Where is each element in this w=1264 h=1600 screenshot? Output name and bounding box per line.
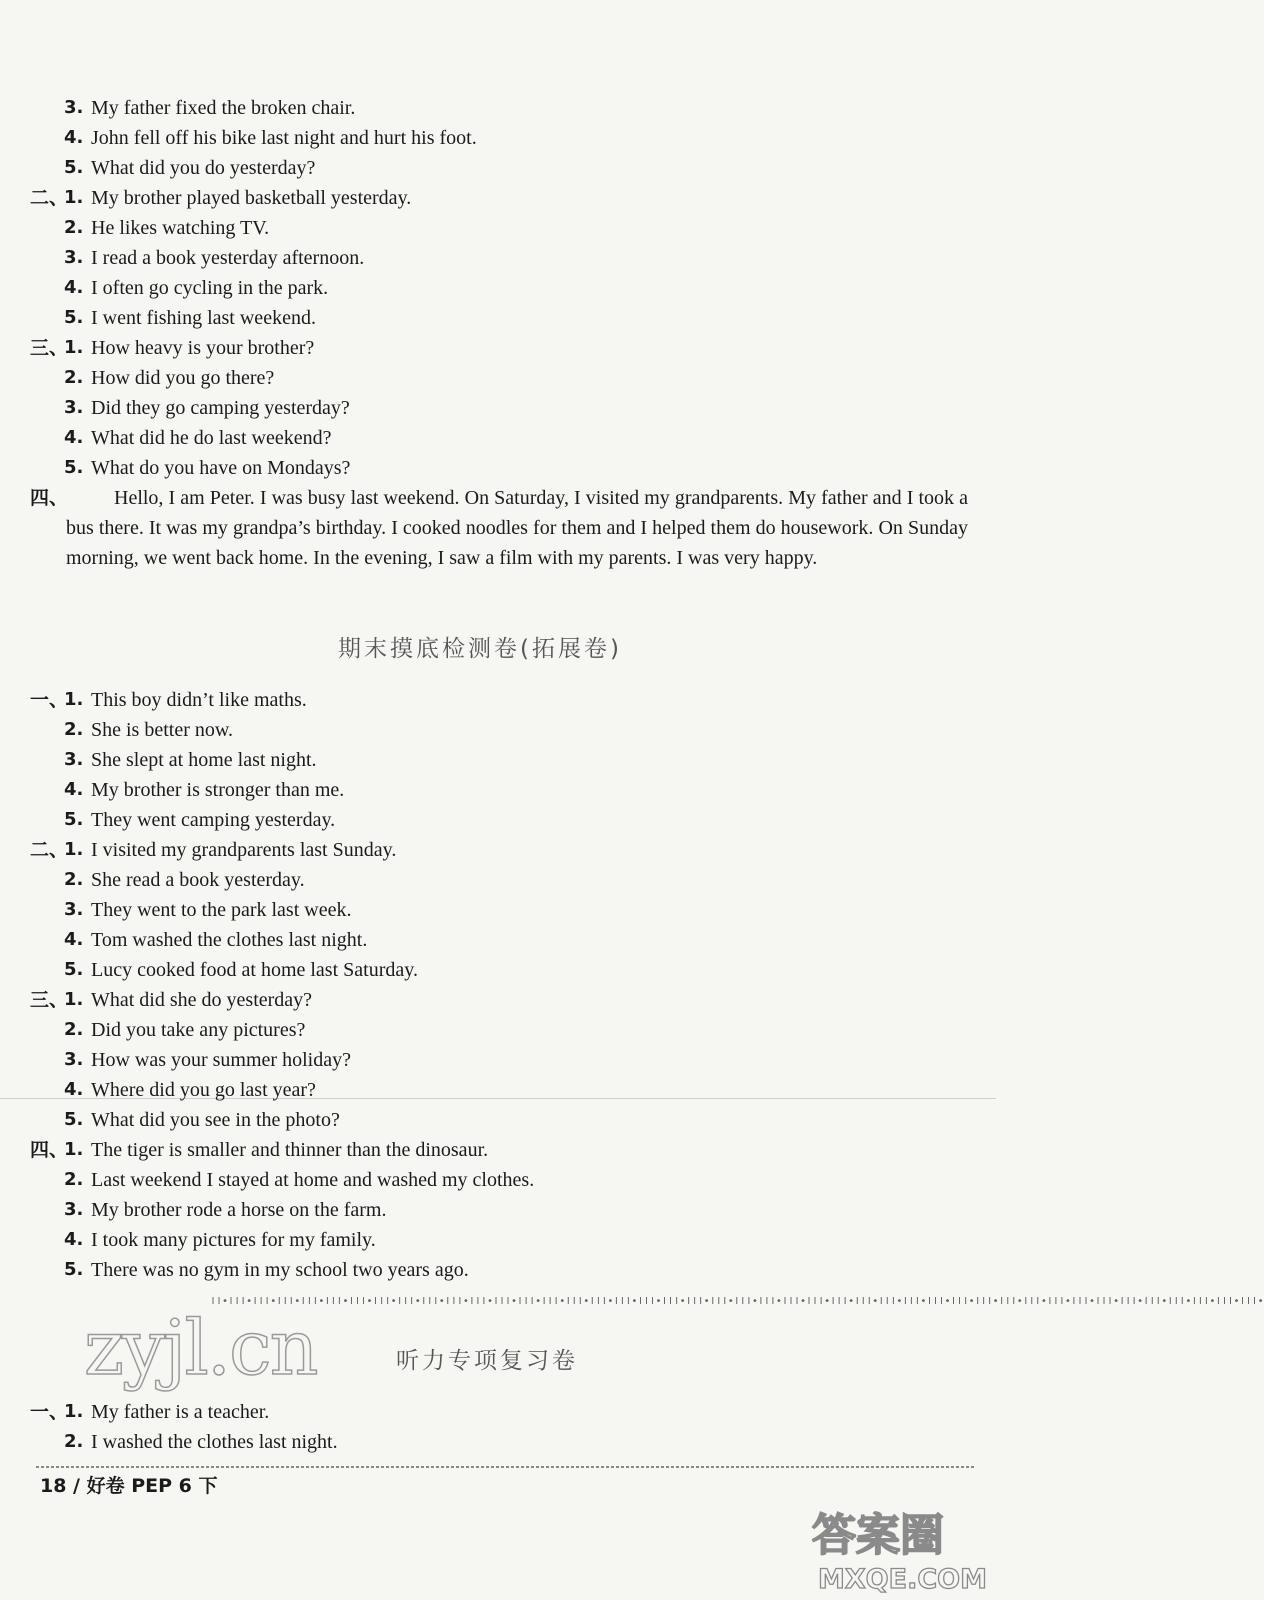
item-number: 2. bbox=[64, 217, 84, 238]
answer-text: My brother rode a horse on the farm. bbox=[91, 1199, 387, 1221]
watermark-logo: zyjl.cn bbox=[84, 1303, 317, 1392]
answer-text: I washed the clothes last night. bbox=[91, 1431, 338, 1453]
answer-text: How was your summer holiday? bbox=[91, 1049, 351, 1071]
item-number: 3. bbox=[64, 1049, 84, 1070]
answer-text: What did he do last weekend? bbox=[91, 427, 332, 449]
item-number: 2. bbox=[64, 1019, 84, 1040]
item-number: 1. bbox=[64, 989, 84, 1010]
item-number: 4. bbox=[64, 427, 84, 448]
answer-text: This boy didn’t like maths. bbox=[91, 689, 307, 711]
section-label: 二、 bbox=[30, 187, 69, 209]
item-number: 3. bbox=[64, 397, 84, 418]
item-number: 1. bbox=[64, 337, 84, 358]
answer-text: He likes watching TV. bbox=[91, 217, 270, 239]
item-number: 4. bbox=[64, 929, 84, 950]
item-number: 4. bbox=[64, 1229, 84, 1250]
item-number: 1. bbox=[64, 1139, 84, 1160]
section-label: 三、 bbox=[30, 989, 69, 1011]
answer-text: Tom washed the clothes last night. bbox=[91, 929, 368, 951]
item-number: 5. bbox=[64, 959, 84, 980]
answer-text: How heavy is your brother? bbox=[91, 337, 315, 359]
decorative-divider: ǀǀ•ǀǀǀ•ǀǀǀ•ǀǀǀ•ǀǀǀ•ǀǀǀ•ǀǀǀ•ǀǀǀ•ǀǀǀ•ǀǀǀ•ǀǀǀ•ǀǀǀ•ǀǀǀ•ǀǀǀ•ǀǀǀ•ǀǀǀ•ǀǀǀ•ǀǀǀ•ǀǀǀ•ǀǀǀ•ǀǀǀ•ǀǀǀ•ǀǀǀ•ǀǀǀ•ǀǀǀ•ǀǀǀ•ǀǀǀ•ǀǀǀ•ǀǀǀ•ǀǀǀ•ǀǀǀ•ǀǀǀ•ǀǀǀ•ǀǀǀ•ǀǀǀ•ǀǀǀ•ǀǀǀ•ǀǀǀ•ǀǀǀ•ǀǀǀ•ǀǀǀ•ǀǀǀ•ǀǀǀ•ǀǀǀ• bbox=[210, 1296, 1264, 1307]
answer-text: What do you have on Mondays? bbox=[91, 457, 351, 479]
section-label: 三、 bbox=[30, 337, 69, 359]
answer-text: My brother is stronger than me. bbox=[91, 779, 345, 801]
item-number: 1. bbox=[64, 187, 84, 208]
answer-text: The tiger is smaller and thinner than the dinosaur. bbox=[91, 1139, 489, 1161]
answer-text: She is better now. bbox=[91, 719, 234, 741]
item-number: 3. bbox=[64, 899, 84, 920]
item-number: 5. bbox=[64, 1109, 84, 1130]
answer-text: Where did you go last year? bbox=[91, 1079, 316, 1101]
section-heading: 期末摸底检测卷(拓展卷) bbox=[338, 636, 622, 662]
answer-text: My father is a teacher. bbox=[91, 1401, 270, 1423]
item-number: 2. bbox=[64, 367, 84, 388]
answer-text: I went fishing last weekend. bbox=[91, 307, 316, 329]
item-number: 3. bbox=[64, 97, 84, 118]
answer-text: How did you go there? bbox=[91, 367, 275, 389]
page-footer: 18 / 好卷 PEP 6 下 bbox=[40, 1475, 218, 1497]
item-number: 3. bbox=[64, 1199, 84, 1220]
item-number: 2. bbox=[64, 869, 84, 890]
answer-text: They went to the park last week. bbox=[91, 899, 352, 921]
section-label: 四、 bbox=[30, 1139, 69, 1161]
item-number: 4. bbox=[64, 277, 84, 298]
answer-text: Last weekend I stayed at home and washed my clothes. bbox=[91, 1169, 535, 1191]
answer-text: John fell off his bike last night and hurt his foot. bbox=[91, 127, 477, 149]
section-label: 一、 bbox=[30, 1401, 69, 1423]
section-label: 二、 bbox=[30, 839, 69, 861]
item-number: 4. bbox=[64, 127, 84, 148]
corner-watermark-main: 答案圈 bbox=[812, 1510, 944, 1561]
answer-text: I visited my grandparents last Sunday. bbox=[91, 839, 397, 861]
item-number: 2. bbox=[64, 1431, 84, 1452]
answer-text: I took many pictures for my family. bbox=[91, 1229, 376, 1251]
footer-rule bbox=[36, 1466, 976, 1468]
item-number: 1. bbox=[64, 1401, 84, 1422]
answer-text: My father fixed the broken chair. bbox=[91, 97, 356, 119]
section-label: 一、 bbox=[30, 689, 69, 711]
section-label: 四、 bbox=[30, 487, 69, 509]
answer-text: What did you see in the photo? bbox=[91, 1109, 340, 1131]
item-number: 4. bbox=[64, 1079, 84, 1100]
item-number: 2. bbox=[64, 1169, 84, 1190]
answer-text: What did you do yesterday? bbox=[91, 157, 316, 179]
answer-text: Lucy cooked food at home last Saturday. bbox=[91, 959, 418, 981]
answer-text: There was no gym in my school two years ago. bbox=[91, 1259, 469, 1281]
answer-text: My brother played basketball yesterday. bbox=[91, 187, 412, 209]
item-number: 5. bbox=[64, 307, 84, 328]
item-number: 5. bbox=[64, 1259, 84, 1280]
answer-text: Did they go camping yesterday? bbox=[91, 397, 350, 419]
item-number: 1. bbox=[64, 689, 84, 710]
answer-text: What did she do yesterday? bbox=[91, 989, 313, 1011]
answer-text: She read a book yesterday. bbox=[91, 869, 305, 891]
item-number: 5. bbox=[64, 157, 84, 178]
answer-text: They went camping yesterday. bbox=[91, 809, 336, 831]
item-number: 5. bbox=[64, 809, 84, 830]
answer-text: I read a book yesterday afternoon. bbox=[91, 247, 365, 269]
passage-text: Hello, I am Peter. I was busy last weekend. On Saturday, I visited my grandparents. My father and I took a bus there. It was my grandpa’s birthday. I cooked noodles for them and I helped them do housework. On Sunday morning, we went back home. In the evening, I saw a film with my parents. I was very happy. bbox=[66, 487, 968, 569]
corner-watermark-sub: MXQE.COM bbox=[818, 1564, 987, 1595]
answer-text: I often go cycling in the park. bbox=[91, 277, 329, 299]
item-number: 5. bbox=[64, 457, 84, 478]
section-heading: 听力专项复习卷 bbox=[396, 1348, 578, 1374]
answer-text: Did you take any pictures? bbox=[91, 1019, 306, 1041]
item-number: 3. bbox=[64, 247, 84, 268]
item-number: 3. bbox=[64, 749, 84, 770]
corner-watermark-logo bbox=[806, 1496, 986, 1596]
passage-paragraph bbox=[66, 483, 968, 573]
answer-text: She slept at home last night. bbox=[91, 749, 317, 771]
item-number: 4. bbox=[64, 779, 84, 800]
item-number: 1. bbox=[64, 839, 84, 860]
item-number: 2. bbox=[64, 719, 84, 740]
